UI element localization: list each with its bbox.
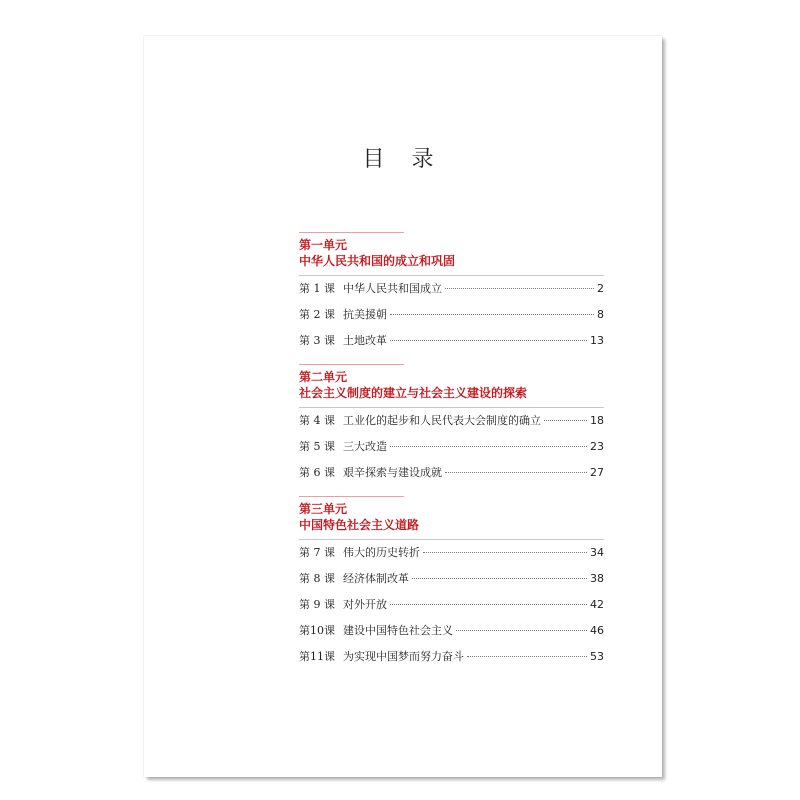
toc-entry[interactable]	[299, 276, 604, 302]
dot-leader	[390, 340, 587, 341]
lesson-number: 第 7 课	[299, 546, 335, 559]
page-number: 46	[590, 624, 604, 637]
toc-entry[interactable]	[299, 302, 604, 328]
lesson-number: 第 6 课	[299, 466, 335, 479]
unit-title: 中华人民共和国的成立和巩固	[299, 254, 456, 268]
dot-leader	[412, 578, 587, 579]
toc-entry[interactable]	[299, 408, 604, 434]
lesson-number: 第 2 课	[299, 308, 335, 321]
dot-leader	[467, 656, 587, 657]
lesson-number: 第 4 课	[299, 414, 335, 427]
document-page	[144, 36, 662, 777]
dot-leader	[423, 552, 587, 553]
lesson-title: 艰辛探索与建设成就	[343, 466, 442, 479]
unit-title: 社会主义制度的建立与社会主义建设的探索	[299, 386, 528, 400]
page-number: 8	[597, 308, 604, 321]
page-number: 27	[590, 466, 604, 479]
page-number: 2	[597, 282, 604, 295]
lesson-title: 中华人民共和国成立	[343, 282, 442, 295]
lesson-number: 第 5 课	[299, 440, 335, 453]
unit-label: 第一单元	[299, 238, 348, 252]
page-number: 53	[590, 650, 604, 663]
dot-leader	[456, 630, 587, 631]
toc-entry[interactable]	[299, 540, 604, 566]
table-of-contents	[299, 232, 604, 680]
page-number: 34	[590, 546, 604, 559]
dot-leader	[544, 420, 587, 421]
unit-heading	[299, 496, 420, 533]
unit-label: 第三单元	[299, 502, 348, 516]
lesson-number: 第 3 课	[299, 334, 335, 347]
lesson-title: 抗美援朝	[343, 308, 387, 321]
toc-entry[interactable]	[299, 618, 604, 644]
unit-3	[299, 496, 604, 670]
lesson-title: 对外开放	[343, 598, 387, 611]
unit-heading	[299, 364, 528, 401]
lesson-number: 第 8 课	[299, 572, 335, 585]
lesson-number: 第 9 课	[299, 598, 335, 611]
dot-leader	[390, 604, 587, 605]
unit-title: 中国特色社会主义道路	[299, 518, 420, 532]
toc-entry[interactable]	[299, 644, 604, 670]
lesson-number: 第10课	[299, 624, 335, 637]
page-title: 目 录	[362, 147, 444, 172]
lesson-number: 第 1 课	[299, 282, 335, 295]
lesson-number: 第11课	[299, 650, 335, 663]
dot-leader	[445, 288, 594, 289]
page-number: 38	[590, 572, 604, 585]
page-number: 23	[590, 440, 604, 453]
lesson-title: 为实现中国梦而努力奋斗	[343, 650, 464, 663]
dot-leader	[445, 472, 587, 473]
lesson-title: 工业化的起步和人民代表大会制度的确立	[343, 414, 541, 427]
toc-entry[interactable]	[299, 434, 604, 460]
page-number: 42	[590, 598, 604, 611]
toc-entry[interactable]	[299, 328, 604, 354]
lesson-title: 建设中国特色社会主义	[343, 624, 453, 637]
dot-leader	[390, 446, 587, 447]
dot-leader	[390, 314, 594, 315]
toc-entry[interactable]	[299, 592, 604, 618]
lesson-title: 经济体制改革	[343, 572, 409, 585]
lesson-title: 三大改造	[343, 440, 387, 453]
page-number: 13	[590, 334, 604, 347]
unit-1	[299, 232, 604, 354]
toc-entry[interactable]	[299, 566, 604, 592]
unit-label: 第二单元	[299, 370, 348, 384]
lesson-title: 伟大的历史转折	[343, 546, 420, 559]
lesson-title: 土地改革	[343, 334, 387, 347]
page-number: 18	[590, 414, 604, 427]
unit-2	[299, 364, 604, 486]
unit-heading	[299, 232, 456, 269]
toc-entry[interactable]	[299, 460, 604, 486]
